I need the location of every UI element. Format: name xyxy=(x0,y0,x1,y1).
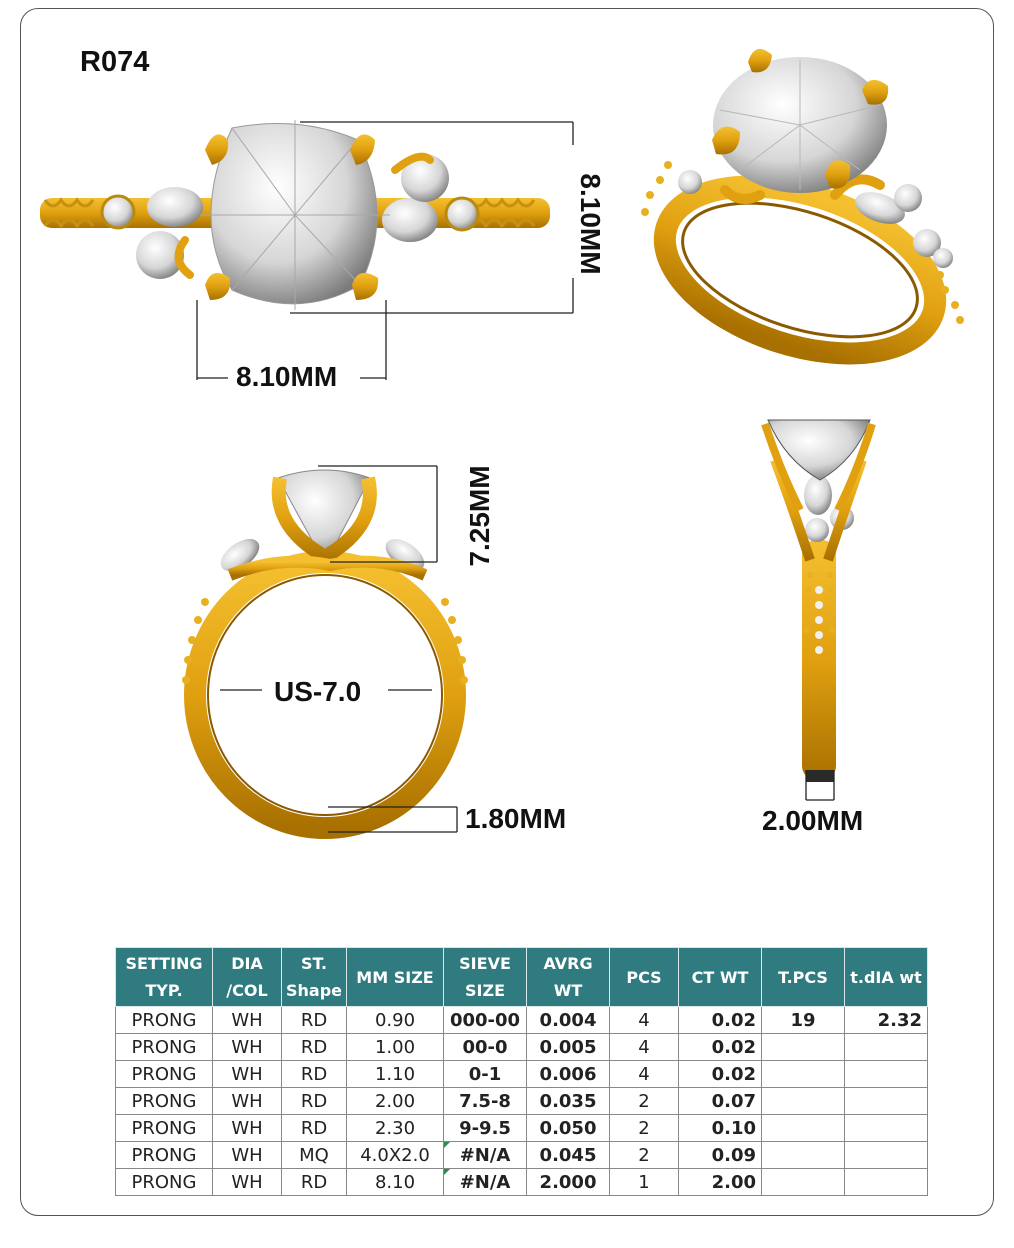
table-row xyxy=(116,1142,928,1169)
cell-setting: PRONG xyxy=(116,1088,213,1115)
table-row xyxy=(116,1061,928,1088)
cell-avrg: 0.005 xyxy=(527,1034,610,1061)
table-row xyxy=(116,1034,928,1061)
front-view xyxy=(182,466,468,832)
dim-band-width: 2.00MM xyxy=(762,805,864,836)
cell-ct: 0.02 xyxy=(679,1007,762,1034)
cell-pcs: 2 xyxy=(610,1142,679,1169)
cell-pcs: 4 xyxy=(610,1034,679,1061)
table-row xyxy=(116,1088,928,1115)
cell-empty xyxy=(762,1169,845,1196)
cell-avrg: 2.000 xyxy=(527,1169,610,1196)
col-sieve-size: SIEVE SIZE xyxy=(444,948,527,1007)
cell-col: WH xyxy=(213,1115,282,1142)
cell-avrg: 0.050 xyxy=(527,1115,610,1142)
cell-shape: RD xyxy=(282,1169,347,1196)
cell-setting: PRONG xyxy=(116,1034,213,1061)
cell-sieve: #N/A xyxy=(444,1169,527,1196)
col-avrg-wt: AVRG WT xyxy=(527,948,610,1007)
cell-empty xyxy=(762,1088,845,1115)
cell-col: WH xyxy=(213,1061,282,1088)
cell-shape: RD xyxy=(282,1007,347,1034)
cell-shape: MQ xyxy=(282,1142,347,1169)
cell-shape: RD xyxy=(282,1088,347,1115)
table-header-row xyxy=(116,948,928,1007)
cell-setting: PRONG xyxy=(116,1142,213,1169)
cell-empty xyxy=(845,1061,928,1088)
cell-sieve: 000-00 xyxy=(444,1007,527,1034)
cell-empty xyxy=(845,1088,928,1115)
col-setting-type: SETTING TYP. xyxy=(116,948,213,1007)
cell-sieve: 00-0 xyxy=(444,1034,527,1061)
col-stone-shape: ST. Shape xyxy=(282,948,347,1007)
cell-mm: 1.10 xyxy=(347,1061,444,1088)
dim-center-width: 8.10MM xyxy=(236,361,338,392)
cell-pcs: 2 xyxy=(610,1115,679,1142)
side-view xyxy=(765,420,872,800)
cell-setting: PRONG xyxy=(116,1169,213,1196)
dim-center-height: 8.10MM xyxy=(575,173,606,275)
perspective-view xyxy=(641,49,964,385)
cell-ct: 0.02 xyxy=(679,1061,762,1088)
cell-col: WH xyxy=(213,1007,282,1034)
cell-col: WH xyxy=(213,1034,282,1061)
col-dia-col: DIA /COL xyxy=(213,948,282,1007)
top-view xyxy=(40,120,573,380)
cell-col: WH xyxy=(213,1169,282,1196)
cell-ct: 2.00 xyxy=(679,1169,762,1196)
cell-setting: PRONG xyxy=(116,1061,213,1088)
cell-col: WH xyxy=(213,1088,282,1115)
cell-empty xyxy=(762,1034,845,1061)
col-ct-wt: CT WT xyxy=(679,948,762,1007)
cell-total-pcs: 19 xyxy=(762,1007,845,1034)
cell-shape: RD xyxy=(282,1061,347,1088)
cell-shape: RD xyxy=(282,1034,347,1061)
cell-ct: 0.02 xyxy=(679,1034,762,1061)
stone-spec-table xyxy=(115,947,928,1196)
cell-setting: PRONG xyxy=(116,1007,213,1034)
cell-shape: RD xyxy=(282,1115,347,1142)
cell-mm: 4.0X2.0 xyxy=(347,1142,444,1169)
cell-ct: 0.07 xyxy=(679,1088,762,1115)
dim-band-thickness: 1.80MM xyxy=(465,803,567,834)
cell-total-dia-wt: 2.32 xyxy=(845,1007,928,1034)
cell-avrg: 0.045 xyxy=(527,1142,610,1169)
cell-col: WH xyxy=(213,1142,282,1169)
cell-empty xyxy=(845,1169,928,1196)
cell-mm: 1.00 xyxy=(347,1034,444,1061)
cell-pcs: 4 xyxy=(610,1061,679,1088)
dim-head-height: 7.25MM xyxy=(464,465,495,567)
cell-sieve: 9-9.5 xyxy=(444,1115,527,1142)
col-mm-size: MM SIZE xyxy=(347,948,444,1007)
cell-mm: 8.10 xyxy=(347,1169,444,1196)
cell-ct: 0.09 xyxy=(679,1142,762,1169)
cell-mm: 2.30 xyxy=(347,1115,444,1142)
cell-setting: PRONG xyxy=(116,1115,213,1142)
cell-mm: 2.00 xyxy=(347,1088,444,1115)
cell-pcs: 2 xyxy=(610,1088,679,1115)
cell-avrg: 0.004 xyxy=(527,1007,610,1034)
table-row xyxy=(116,1007,928,1034)
cell-pcs: 1 xyxy=(610,1169,679,1196)
cell-empty xyxy=(762,1142,845,1169)
cell-empty xyxy=(845,1034,928,1061)
cell-mm: 0.90 xyxy=(347,1007,444,1034)
table-row xyxy=(116,1169,928,1196)
table-row xyxy=(116,1115,928,1142)
cell-pcs: 4 xyxy=(610,1007,679,1034)
cell-ct: 0.10 xyxy=(679,1115,762,1142)
cell-avrg: 0.035 xyxy=(527,1088,610,1115)
cell-empty xyxy=(845,1115,928,1142)
cell-sieve: 7.5-8 xyxy=(444,1088,527,1115)
dim-ring-size: US-7.0 xyxy=(274,676,362,707)
cell-sieve: #N/A xyxy=(444,1142,527,1169)
col-total-dia-wt: t.dIA wt xyxy=(845,948,928,1007)
cell-empty xyxy=(762,1061,845,1088)
cell-sieve: 0-1 xyxy=(444,1061,527,1088)
col-total-pcs: T.PCS xyxy=(762,948,845,1007)
product-code: R074 xyxy=(80,46,150,78)
col-pcs: PCS xyxy=(610,948,679,1007)
cell-avrg: 0.006 xyxy=(527,1061,610,1088)
cell-empty xyxy=(762,1115,845,1142)
cell-empty xyxy=(845,1142,928,1169)
